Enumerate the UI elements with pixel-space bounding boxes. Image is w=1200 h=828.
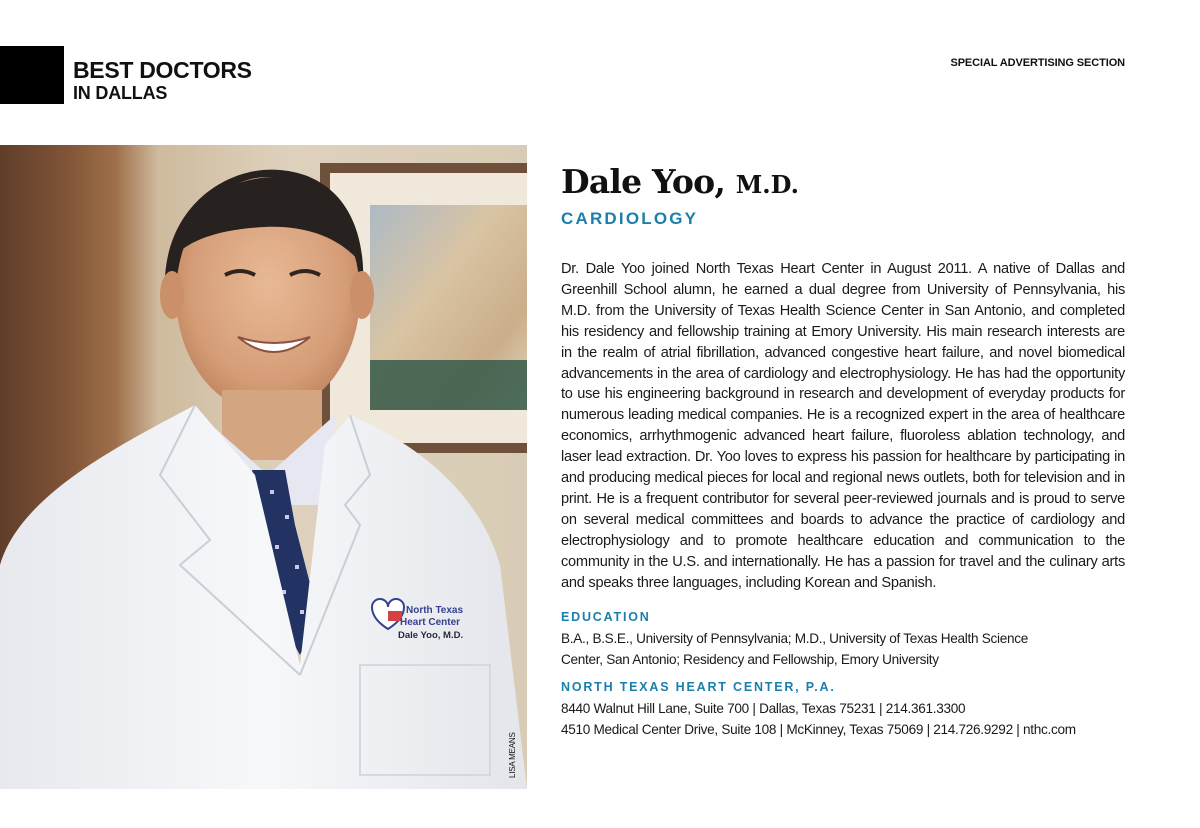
education-line: Center, San Antonio; Residency and Fellowship, Emory University xyxy=(561,652,939,667)
education-text xyxy=(561,628,1125,671)
practice-locations xyxy=(561,698,1125,741)
education-line: B.A., B.S.E., University of Pennsylvania; M.D., University of Texas Health Science xyxy=(561,630,1028,646)
photo-credit: LISA MEANS xyxy=(508,732,517,778)
doctor-portrait-photo xyxy=(0,145,527,789)
doctor-name: Dale Yoo, xyxy=(561,162,726,201)
doctor-name-heading xyxy=(561,160,1125,207)
portrait-illustration xyxy=(0,145,527,789)
svg-text:North Texas: North Texas xyxy=(406,605,464,616)
publication-section-title xyxy=(73,58,252,104)
doctor-bio: Dr. Dale Yoo joined North Texas Heart Center in August 2011. A native of Dallas and Greenhill School alumn, he earned a dual degree from University of Pennsylvania, his M.D. from the University of Texas Health Science Center in San Antonio, and completed his residency and fellowship training at Emory University. His main research interests are in the realm of atrial fibrillation, advanced congestive heart failure, and novel biomedical advancements in the area of cardiology and electrophysiology. He has had the opportunity to use his engineering background in research and development of everyday products for numerous leading medical companies. He is a recognized expert in the area of healthcare economics, arrhythmogenic advanced heart failure, fluoroless ablation technology, and laser lead extraction. Dr. Yoo loves to express his passion for healthcare by participating in and producing medical pieces for local and regional news outlets, both for television and in print. He is a frequent contributor for several peer-reviewed journals and is proud to serve on several medical committees and boards to advance the practice of cardiology and electrophysiology and to promote healthcare education and communication to the community in the U.S. and internationally. He has a passion for travel and the culinary arts and speaks three languages, including Korean and Spanish. xyxy=(561,261,1125,591)
practice-location-mckinney: 4510 Medical Center Drive, Suite 108 | McKinney, Texas 75069 | 214.726.9292 | nthc.com xyxy=(561,722,1076,737)
practice-location-dallas: 8440 Walnut Hill Lane, Suite 700 | Dallas, Texas 75231 | 214.361.3300 xyxy=(561,700,966,716)
svg-text:Dale Yoo, M.D.: Dale Yoo, M.D. xyxy=(398,630,464,641)
education-label: EDUCATION xyxy=(561,609,651,624)
practice-label: NORTH TEXAS HEART CENTER, P.A. xyxy=(561,679,836,694)
svg-text:Heart Center: Heart Center xyxy=(400,617,461,628)
header-black-block xyxy=(0,46,64,104)
section-title-line2: IN DALLAS xyxy=(73,83,168,103)
doctor-specialty: CARDIOLOGY xyxy=(561,209,699,228)
section-title-line1: BEST DOCTORS xyxy=(73,57,252,83)
doctor-profile xyxy=(561,160,1125,741)
doctor-credential: M.D. xyxy=(735,170,799,199)
advertising-section-tag: SPECIAL ADVERTISING SECTION xyxy=(950,57,1125,69)
